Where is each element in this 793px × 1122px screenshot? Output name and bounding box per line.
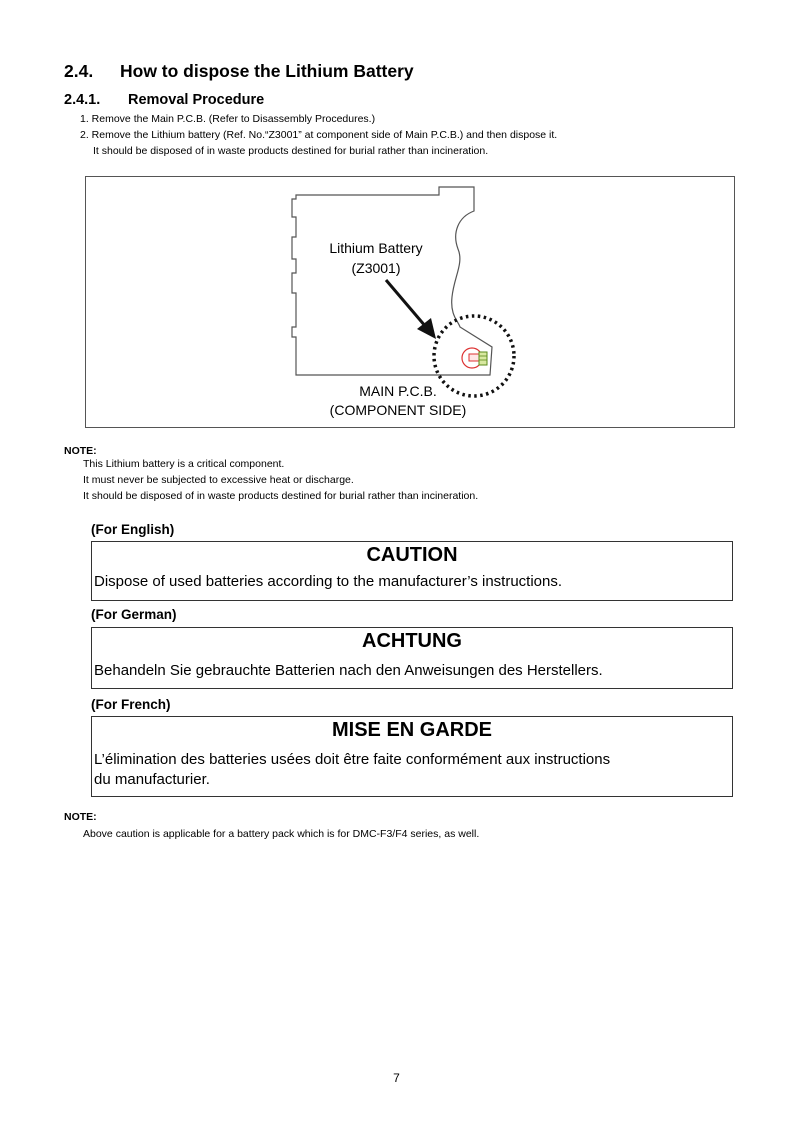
caution-box-english xyxy=(91,541,733,601)
callout-label-name: Lithium Battery xyxy=(329,240,423,256)
pcb-outline xyxy=(292,187,492,375)
caution-language-label: (For German) xyxy=(91,607,177,622)
step-2-detail: It should be disposed of in waste products destined for burial rather than incineration. xyxy=(93,145,489,157)
battery-icon xyxy=(469,354,479,361)
page-number: 7 xyxy=(393,1071,400,1085)
caution-text: L’élimination des batteries usées doit être faite conformément aux instructions xyxy=(94,751,611,768)
callout-arrow xyxy=(386,280,426,327)
note-line: It must never be subjected to excessive heat or discharge. xyxy=(83,474,354,486)
pcb-diagram xyxy=(86,177,734,427)
caution-text: Dispose of used batteries according to the manufacturer’s instructions. xyxy=(94,573,563,590)
step-1: 1. Remove the Main P.C.B. (Refer to Disassembly Procedures.) xyxy=(80,113,376,125)
caution-box-french xyxy=(91,716,733,797)
caution-language-label: (For English) xyxy=(91,522,175,537)
caption-board: MAIN P.C.B. xyxy=(359,383,437,399)
note-line: It should be disposed of in waste products destined for burial rather than incineration. xyxy=(83,490,479,502)
caution-box-german xyxy=(91,627,733,689)
note-line: Above caution is applicable for a battery pack which is for DMC-F3/F4 series, as well. xyxy=(83,828,480,840)
step-2: 2. Remove the Lithium battery (Ref. No.“Z3001” at component side of Main P.C.B.) and then dispose it. xyxy=(80,129,558,141)
caution-language-label: (For French) xyxy=(91,697,171,712)
caution-text: du manufacturier. xyxy=(94,771,210,788)
battery-terminal xyxy=(479,352,487,365)
subsection-number: 2.4.1. xyxy=(64,92,101,108)
section-number: 2.4. xyxy=(64,61,94,81)
subsection-title: Removal Procedure xyxy=(128,92,265,108)
pcb-figure xyxy=(85,176,735,428)
subsection-heading xyxy=(64,92,264,108)
callout-label-ref: (Z3001) xyxy=(351,260,401,276)
caution-text: Behandeln Sie gebrauchte Batterien nach den Anweisungen des Herstellers. xyxy=(94,662,603,679)
caution-title: ACHTUNG xyxy=(362,630,462,652)
note-label: NOTE: xyxy=(64,811,97,823)
section-heading xyxy=(64,61,414,82)
caution-title: CAUTION xyxy=(366,544,458,566)
section-title: How to dispose the Lithium Battery xyxy=(120,61,414,81)
note-label: NOTE: xyxy=(64,445,97,457)
caution-title: MISE EN GARDE xyxy=(331,719,493,741)
note-line: This Lithium battery is a critical component. xyxy=(83,458,285,470)
caption-side: (COMPONENT SIDE) xyxy=(329,402,467,418)
